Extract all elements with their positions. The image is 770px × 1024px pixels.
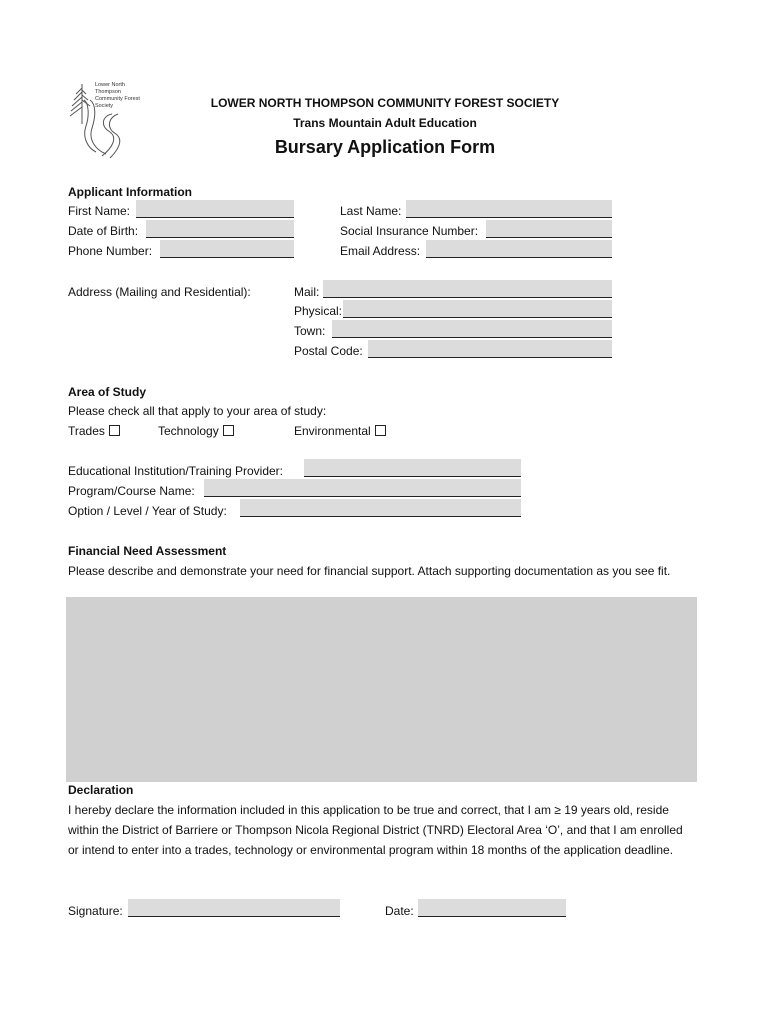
environmental-option[interactable] (294, 424, 386, 438)
financial-instruction: Please describe and demonstrate your need for financial support. Attach supporting documentation as you see fit. (68, 564, 671, 578)
page-title: Bursary Application Form (274, 137, 496, 157)
signature-label: Signature: (68, 904, 123, 918)
environmental-checkbox[interactable] (375, 425, 386, 436)
last-name-label: Last Name: (340, 204, 402, 218)
declaration-text: I hereby declare the information included in this application to be true and correct, that I am ≥ 19 years old, reside within the District of Barriere or Thompson Nicola Regional District (TNRD) Electoral Area ‘O’, and that I am enrolled or intend to enter into a trades, technology or environmental program within 18 months of the application deadline. (68, 803, 683, 857)
postal-field[interactable] (368, 340, 612, 358)
logo-line: Society (95, 103, 114, 109)
financial-heading: Financial Need Assessment (68, 544, 227, 558)
address-label: Address (Mailing and Residential): (68, 285, 251, 299)
dob-label: Date of Birth: (68, 224, 139, 238)
technology-label: Technology (158, 424, 219, 438)
first-name-label: First Name: (68, 204, 131, 218)
technology-option[interactable] (158, 424, 234, 438)
applicant-heading: Applicant Information (68, 185, 192, 199)
option-level-label: Option / Level / Year of Study: (68, 504, 227, 518)
program-field[interactable] (204, 479, 521, 497)
declaration-heading: Declaration (68, 783, 134, 797)
postal-label: Postal Code: (294, 344, 363, 358)
option-level-field[interactable] (240, 499, 521, 517)
org-name: LOWER NORTH THOMPSON COMMUNITY FOREST SOCIETY (210, 96, 560, 110)
study-heading: Area of Study (68, 385, 147, 399)
institution-field[interactable] (304, 459, 521, 477)
phone-label: Phone Number: (68, 244, 153, 258)
environmental-label: Environmental (294, 424, 371, 438)
email-field[interactable] (426, 240, 612, 258)
program-label: Program/Course Name: (68, 484, 195, 498)
trades-checkbox[interactable] (109, 425, 120, 436)
technology-checkbox[interactable] (223, 425, 234, 436)
last-name-field[interactable] (406, 200, 612, 218)
mail-field[interactable] (323, 280, 612, 298)
sin-label: Social Insurance Number: (340, 224, 479, 238)
trades-label: Trades (68, 424, 105, 438)
date-label: Date: (385, 904, 414, 918)
study-instruction: Please check all that apply to your area of study: (68, 404, 327, 418)
physical-label: Physical: (294, 304, 343, 318)
dob-field[interactable] (146, 220, 294, 238)
trades-option[interactable] (68, 424, 120, 438)
first-name-field[interactable] (136, 200, 294, 218)
mail-label: Mail: (294, 285, 320, 299)
financial-need-textarea[interactable] (66, 597, 697, 782)
logo-line: Thompson (95, 89, 121, 95)
logo-line: Lower North (95, 82, 125, 88)
town-field[interactable] (332, 320, 612, 338)
town-label: Town: (294, 324, 326, 338)
institution-label: Educational Institution/Training Provider: (68, 464, 284, 478)
program-subtitle: Trans Mountain Adult Education (293, 116, 477, 130)
phone-field[interactable] (160, 240, 294, 258)
email-label: Email Address: (340, 244, 421, 258)
sin-field[interactable] (486, 220, 612, 238)
logo-line: Community Forest (95, 96, 140, 102)
physical-field[interactable] (343, 300, 612, 318)
date-field[interactable] (418, 899, 566, 917)
signature-field[interactable] (128, 899, 340, 917)
